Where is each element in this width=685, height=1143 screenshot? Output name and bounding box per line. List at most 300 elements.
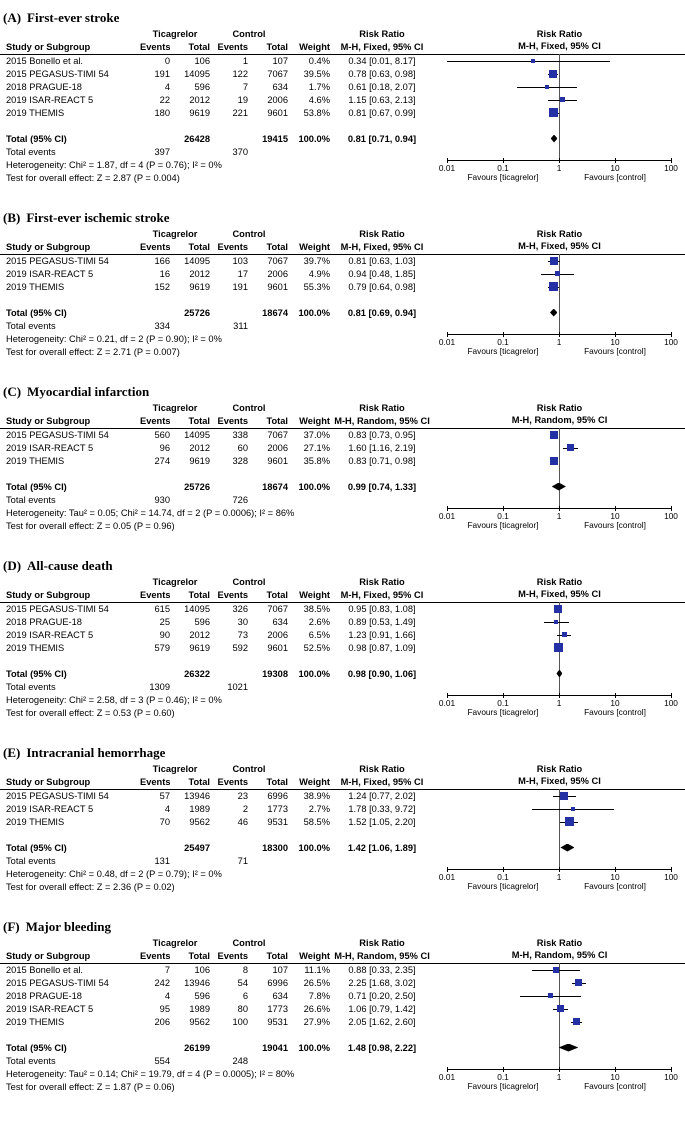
control-total: 6996 xyxy=(267,791,288,801)
plot-method-header: M-H, Random, 95% CI xyxy=(511,415,608,425)
control-events: 191 xyxy=(232,282,248,292)
col-events-header: Events xyxy=(140,242,170,252)
control-events: 1 xyxy=(242,56,248,66)
risk-ratio-ci: 0.83 [0.71, 0.98] xyxy=(348,456,416,466)
total-label: Total (95% CI) xyxy=(6,134,67,144)
plot-effect-header: Risk Ratio xyxy=(536,229,583,239)
favours-left-label: Favours [ticagrelor] xyxy=(467,172,539,182)
axis-tick-label: 100 xyxy=(664,511,678,521)
control-total: 634 xyxy=(272,617,288,627)
ticagrelor-events: 96 xyxy=(159,443,170,453)
weight-value: 26.6% xyxy=(303,1004,330,1014)
total-weight: 100.0% xyxy=(298,308,330,318)
effect-measure-header: Risk Ratio xyxy=(359,403,405,413)
control-events: 60 xyxy=(237,443,248,453)
total-events-ticagrelor: 930 xyxy=(154,495,170,505)
plot-effect-header: Risk Ratio xyxy=(536,938,583,948)
control-events: 7 xyxy=(242,82,248,92)
spacer-cell xyxy=(210,133,248,146)
col-total-header: Total xyxy=(266,42,288,52)
spacer-cell xyxy=(210,481,248,494)
effect-measure-header: Risk Ratio xyxy=(359,229,405,239)
effect-square xyxy=(560,97,565,102)
overall-effect-text: Test for overall effect: Z = 2.71 (P = 0.007) xyxy=(6,347,180,357)
ci-line xyxy=(447,61,610,62)
spacer-cell xyxy=(0,763,140,776)
risk-ratio-ci: 2.25 [1.68, 3.02] xyxy=(348,978,416,988)
null-effect-line xyxy=(559,428,560,508)
axis-tick-label: 1 xyxy=(556,511,562,521)
total-control-n: 18674 xyxy=(262,308,288,318)
total-events-control: 71 xyxy=(237,856,248,866)
spacer-cell xyxy=(210,842,248,855)
weight-value: 27.9% xyxy=(303,1017,330,1027)
study-name: 2015 PEGASUS-TIMI 54 xyxy=(6,430,109,440)
control-events: 54 xyxy=(237,978,248,988)
study-name: 2019 THEMIS xyxy=(6,282,65,292)
effect-square xyxy=(549,108,558,117)
col-study-header: Study or Subgroup xyxy=(6,951,91,961)
study-name: 2015 PEGASUS-TIMI 54 xyxy=(6,791,109,801)
heterogeneity-text: Heterogeneity: Chi² = 1.87, df = 4 (P = 0.76); I² = 0% xyxy=(6,160,222,170)
pooled-diamond xyxy=(556,670,562,678)
control-events: 592 xyxy=(232,643,248,653)
weight-value: 27.1% xyxy=(303,443,330,453)
spacer-cell xyxy=(288,228,330,241)
col-total-header: Total xyxy=(188,951,210,961)
axis-tick-label: 0.1 xyxy=(497,698,509,708)
ticagrelor-events: 0 xyxy=(164,56,170,66)
risk-ratio-ci: 1.06 [0.79, 1.42] xyxy=(348,1004,416,1014)
col-events-header: Events xyxy=(140,777,170,787)
col-total-header: Total xyxy=(266,590,288,600)
total-label: Total (95% CI) xyxy=(6,482,67,492)
plot-method-header: M-H, Fixed, 95% CI xyxy=(518,41,601,51)
control-events: 326 xyxy=(232,604,248,614)
forest-panel-e xyxy=(0,743,685,899)
control-total: 2006 xyxy=(267,95,288,105)
total-risk-ratio-ci: 0.81 [0.71, 0.94] xyxy=(347,134,417,144)
axis-tick-label: 100 xyxy=(664,698,678,708)
effect-square xyxy=(562,632,567,637)
ticagrelor-events: 90 xyxy=(159,630,170,640)
effect-square xyxy=(565,817,574,826)
ticagrelor-total: 14095 xyxy=(184,604,210,614)
forest-panel-b xyxy=(0,208,685,364)
spacer-cell xyxy=(140,1042,170,1055)
plot-effect-header: Risk Ratio xyxy=(536,29,583,39)
total-events-label: Total events xyxy=(6,321,56,331)
col-study-header: Study or Subgroup xyxy=(6,242,91,252)
effect-square xyxy=(567,444,574,451)
spacer-cell xyxy=(288,28,330,41)
plot-method-header: M-H, Fixed, 95% CI xyxy=(518,776,601,786)
risk-ratio-ci: 0.81 [0.67, 0.99] xyxy=(348,108,416,118)
total-label: Total (95% CI) xyxy=(6,1043,67,1053)
control-events: 30 xyxy=(237,617,248,627)
panel-label: (B) xyxy=(3,210,21,225)
control-total: 1773 xyxy=(267,1004,288,1014)
panel-label: (E) xyxy=(3,745,21,760)
heterogeneity-text: Heterogeneity: Chi² = 2.58, df = 3 (P = 0.46); I² = 0% xyxy=(6,695,222,705)
ticagrelor-total: 9562 xyxy=(189,1017,210,1027)
axis-tick-label: 1 xyxy=(556,872,562,882)
control-total: 1773 xyxy=(267,804,288,814)
col-study-header: Study or Subgroup xyxy=(6,590,91,600)
risk-ratio-ci: 0.95 [0.83, 1.08] xyxy=(348,604,416,614)
spacer-cell xyxy=(170,1055,210,1068)
col-total-header: Total xyxy=(266,951,288,961)
weight-value: 37.0% xyxy=(303,430,330,440)
col-total-header: Total xyxy=(188,416,210,426)
study-name: 2019 ISAR-REACT 5 xyxy=(6,1004,94,1014)
ticagrelor-total: 1989 xyxy=(189,804,210,814)
study-name: 2019 ISAR-REACT 5 xyxy=(6,630,94,640)
spacer-cell xyxy=(140,481,170,494)
col-total-header: Total xyxy=(188,590,210,600)
effect-square xyxy=(555,271,560,276)
control-total: 634 xyxy=(272,991,288,1001)
forest-panel-c xyxy=(0,382,685,538)
ticagrelor-events: 206 xyxy=(154,1017,170,1027)
ticagrelor-total: 9562 xyxy=(189,817,210,827)
ticagrelor-total: 14095 xyxy=(184,69,210,79)
panel-label: (A) xyxy=(3,10,22,25)
control-events: 19 xyxy=(237,95,248,105)
spacer-cell xyxy=(170,320,210,333)
spacer-cell xyxy=(140,133,170,146)
forest-panel-d xyxy=(0,556,685,725)
favours-left-label: Favours [ticagrelor] xyxy=(467,520,539,530)
weight-value: 11.1% xyxy=(304,965,330,975)
ticagrelor-events: 22 xyxy=(159,95,170,105)
control-events: 2 xyxy=(242,804,248,814)
spacer-cell xyxy=(0,228,140,241)
plot-method-header: M-H, Random, 95% CI xyxy=(511,950,608,960)
risk-ratio-ci: 0.61 [0.18, 2.07] xyxy=(348,82,416,92)
col-events-header: Events xyxy=(140,951,170,961)
axis-tick-label: 10 xyxy=(610,511,620,521)
ticagrelor-total: 2012 xyxy=(189,443,210,453)
axis-tick-label: 1 xyxy=(556,698,562,708)
ticagrelor-events: 25 xyxy=(159,617,170,627)
ticagrelor-total: 596 xyxy=(194,82,210,92)
favours-right-label: Favours [control] xyxy=(584,346,646,356)
favours-right-label: Favours [control] xyxy=(584,881,646,891)
total-events-label: Total events xyxy=(6,1056,56,1066)
col-total-header: Total xyxy=(188,42,210,52)
group1-header: Ticagrelor xyxy=(152,577,198,587)
axis-tick-label: 0.01 xyxy=(438,511,456,521)
total-weight: 100.0% xyxy=(298,482,330,492)
risk-ratio-ci: 0.88 [0.33, 2.35] xyxy=(348,965,416,975)
panel-title-text: Myocardial infarction xyxy=(27,384,150,399)
total-risk-ratio-ci: 0.99 [0.74, 1.33] xyxy=(347,482,417,492)
col-events-header: Events xyxy=(217,951,248,961)
control-events: 80 xyxy=(237,1004,248,1014)
ticagrelor-total: 14095 xyxy=(184,256,210,266)
panel-title-text: First-ever stroke xyxy=(27,10,120,25)
axis-tick-label: 100 xyxy=(664,1072,678,1082)
risk-ratio-ci: 1.24 [0.77, 2.02] xyxy=(348,791,416,801)
ticagrelor-events: 57 xyxy=(159,791,170,801)
ticagrelor-events: 4 xyxy=(164,82,170,92)
axis-tick-label: 1 xyxy=(556,1072,562,1082)
spacer-cell xyxy=(140,668,170,681)
forest-plot xyxy=(434,556,685,725)
plot-effect-header: Risk Ratio xyxy=(536,577,583,587)
spacer-cell xyxy=(170,494,210,507)
risk-ratio-ci: 0.79 [0.64, 0.98] xyxy=(348,282,416,292)
ticagrelor-total: 2012 xyxy=(189,269,210,279)
spacer-cell xyxy=(170,681,210,694)
weight-value: 38.9% xyxy=(303,791,330,801)
group2-header: Control xyxy=(232,577,266,587)
axis-tick-label: 10 xyxy=(610,698,620,708)
axis-tick-label: 0.01 xyxy=(438,1072,456,1082)
favours-right-label: Favours [control] xyxy=(584,707,646,717)
control-total: 2006 xyxy=(267,630,288,640)
spacer-cell xyxy=(140,842,170,855)
ticagrelor-total: 9619 xyxy=(189,456,210,466)
col-total-header: Total xyxy=(266,242,288,252)
ticagrelor-events: 579 xyxy=(154,643,170,653)
total-events-control: 1021 xyxy=(227,682,248,692)
risk-ratio-ci: 0.34 [0.01, 8.17] xyxy=(348,56,416,66)
study-name: 2019 THEMIS xyxy=(6,643,65,653)
axis-tick-label: 100 xyxy=(664,163,678,173)
total-weight: 100.0% xyxy=(298,843,330,853)
total-events-ticagrelor: 131 xyxy=(154,856,170,866)
total-events-control: 370 xyxy=(232,147,248,157)
control-events: 17 xyxy=(237,269,248,279)
group2-header: Control xyxy=(232,403,266,413)
axis-tick-label: 100 xyxy=(664,872,678,882)
axis-tick-label: 0.1 xyxy=(497,872,509,882)
effect-square xyxy=(557,1005,564,1012)
favours-left-label: Favours [ticagrelor] xyxy=(467,1081,539,1091)
total-control-n: 18300 xyxy=(262,843,288,853)
risk-ratio-ci: 1.15 [0.63, 2.13] xyxy=(348,95,416,105)
heterogeneity-text: Heterogeneity: Chi² = 0.48, df = 2 (P = 0.79); I² = 0% xyxy=(6,869,222,879)
overall-effect-text: Test for overall effect: Z = 1.87 (P = 0.06) xyxy=(6,1082,175,1092)
spacer-cell xyxy=(288,402,330,415)
axis-tick-label: 0.1 xyxy=(497,163,509,173)
col-weight-header: Weight xyxy=(299,416,330,426)
ticagrelor-total: 2012 xyxy=(189,95,210,105)
control-events: 23 xyxy=(237,791,248,801)
ticagrelor-total: 13946 xyxy=(184,978,210,988)
col-weight-header: Weight xyxy=(299,42,330,52)
col-events-header: Events xyxy=(217,777,248,787)
control-events: 73 xyxy=(237,630,248,640)
null-effect-line xyxy=(559,963,560,1069)
control-total: 7067 xyxy=(267,430,288,440)
weight-value: 55.3% xyxy=(303,282,330,292)
col-method-header: M-H, Fixed, 95% CI xyxy=(340,777,424,787)
group1-header: Ticagrelor xyxy=(152,229,198,239)
spacer-cell xyxy=(170,146,210,159)
study-name: 2015 PEGASUS-TIMI 54 xyxy=(6,978,109,988)
ticagrelor-events: 16 xyxy=(159,269,170,279)
null-effect-line xyxy=(559,254,560,334)
ticagrelor-events: 560 xyxy=(154,430,170,440)
col-method-header: M-H, Random, 95% CI xyxy=(334,951,430,961)
total-control-n: 19415 xyxy=(262,134,288,144)
effect-measure-header: Risk Ratio xyxy=(359,938,405,948)
total-weight: 100.0% xyxy=(298,669,330,679)
ticagrelor-events: 4 xyxy=(164,991,170,1001)
col-events-header: Events xyxy=(140,416,170,426)
axis-tick-label: 0.01 xyxy=(438,872,456,882)
weight-value: 2.6% xyxy=(308,617,330,627)
favours-left-label: Favours [ticagrelor] xyxy=(467,707,539,717)
col-events-header: Events xyxy=(140,590,170,600)
control-events: 46 xyxy=(237,817,248,827)
group2-header: Control xyxy=(232,29,266,39)
favours-right-label: Favours [control] xyxy=(584,1081,646,1091)
heterogeneity-text: Heterogeneity: Tau² = 0.14; Chi² = 19.79, df = 4 (P = 0.0005); I² = 80% xyxy=(6,1069,295,1079)
control-events: 328 xyxy=(232,456,248,466)
effect-square xyxy=(553,967,559,973)
effect-measure-header: Risk Ratio xyxy=(359,577,405,587)
panel-title-text: All-cause death xyxy=(27,558,113,573)
forest-plot xyxy=(434,8,685,190)
group1-header: Ticagrelor xyxy=(152,29,198,39)
ticagrelor-total: 9619 xyxy=(189,643,210,653)
panel-title-text: First-ever ischemic stroke xyxy=(26,210,170,225)
axis-tick-label: 0.01 xyxy=(438,163,456,173)
control-total: 7067 xyxy=(267,604,288,614)
col-method-header: M-H, Random, 95% CI xyxy=(334,416,430,426)
total-events-ticagrelor: 554 xyxy=(154,1056,170,1066)
total-ticagrelor-n: 25497 xyxy=(184,843,210,853)
col-weight-header: Weight xyxy=(299,590,330,600)
ticagrelor-events: 274 xyxy=(154,456,170,466)
total-events-control: 726 xyxy=(232,495,248,505)
weight-value: 26.5% xyxy=(303,978,330,988)
control-total: 2006 xyxy=(267,269,288,279)
plot-method-header: M-H, Fixed, 95% CI xyxy=(518,589,601,599)
risk-ratio-ci: 1.23 [0.91, 1.66] xyxy=(348,630,416,640)
study-name: 2015 PEGASUS-TIMI 54 xyxy=(6,256,109,266)
col-method-header: M-H, Fixed, 95% CI xyxy=(340,590,424,600)
panel-label: (C) xyxy=(3,384,22,399)
total-ticagrelor-n: 25726 xyxy=(184,482,210,492)
favours-right-label: Favours [control] xyxy=(584,520,646,530)
panel-title-text: Major bleeding xyxy=(25,919,111,934)
total-control-n: 19041 xyxy=(262,1043,288,1053)
overall-effect-text: Test for overall effect: Z = 2.87 (P = 0.004) xyxy=(6,173,180,183)
control-total: 9601 xyxy=(267,643,288,653)
total-events-ticagrelor: 397 xyxy=(154,147,170,157)
spacer-cell xyxy=(210,307,248,320)
total-events-label: Total events xyxy=(6,856,56,866)
risk-ratio-ci: 0.94 [0.48, 1.85] xyxy=(348,269,416,279)
total-weight: 100.0% xyxy=(298,1043,330,1053)
col-events-header: Events xyxy=(140,42,170,52)
total-ticagrelor-n: 26428 xyxy=(184,134,210,144)
risk-ratio-ci: 2.05 [1.62, 2.60] xyxy=(348,1017,416,1027)
total-risk-ratio-ci: 0.81 [0.69, 0.94] xyxy=(347,308,417,318)
col-total-header: Total xyxy=(266,777,288,787)
effect-square xyxy=(554,620,558,624)
pooled-diamond xyxy=(552,483,566,491)
pooled-diamond xyxy=(551,135,558,143)
total-ticagrelor-n: 26199 xyxy=(184,1043,210,1053)
ticagrelor-total: 9619 xyxy=(189,282,210,292)
axis-tick-label: 0.1 xyxy=(497,337,509,347)
group2-header: Control xyxy=(232,764,266,774)
plot-effect-header: Risk Ratio xyxy=(536,403,583,413)
total-control-n: 19308 xyxy=(262,669,288,679)
forest-plot xyxy=(434,917,685,1099)
ticagrelor-total: 13946 xyxy=(184,791,210,801)
panel-label: (D) xyxy=(3,558,22,573)
favours-right-label: Favours [control] xyxy=(584,172,646,182)
total-label: Total (95% CI) xyxy=(6,843,67,853)
col-total-header: Total xyxy=(266,416,288,426)
ticagrelor-total: 9619 xyxy=(189,108,210,118)
forest-figure xyxy=(0,8,685,1099)
effect-square xyxy=(545,85,549,89)
study-name: 2019 ISAR-REACT 5 xyxy=(6,443,94,453)
spacer-cell xyxy=(0,937,140,950)
spacer-cell xyxy=(288,937,330,950)
forest-panel-a xyxy=(0,8,685,190)
col-method-header: M-H, Fixed, 95% CI xyxy=(340,42,424,52)
weight-value: 53.8% xyxy=(303,108,330,118)
effect-square xyxy=(560,792,568,800)
axis-tick-label: 10 xyxy=(610,163,620,173)
study-name: 2015 PEGASUS-TIMI 54 xyxy=(6,604,109,614)
weight-value: 35.8% xyxy=(303,456,330,466)
ticagrelor-total: 2012 xyxy=(189,630,210,640)
col-events-header: Events xyxy=(217,416,248,426)
col-events-header: Events xyxy=(217,42,248,52)
study-name: 2019 THEMIS xyxy=(6,817,65,827)
control-total: 2006 xyxy=(267,443,288,453)
effect-measure-header: Risk Ratio xyxy=(359,29,405,39)
control-total: 7067 xyxy=(267,256,288,266)
study-name: 2015 Bonello et al. xyxy=(6,56,84,66)
ticagrelor-events: 70 xyxy=(159,817,170,827)
favours-left-label: Favours [ticagrelor] xyxy=(467,881,539,891)
effect-square xyxy=(573,1018,580,1025)
study-name: 2015 PEGASUS-TIMI 54 xyxy=(6,69,109,79)
ticagrelor-events: 615 xyxy=(154,604,170,614)
control-total: 6996 xyxy=(267,978,288,988)
spacer-cell xyxy=(210,668,248,681)
control-total: 634 xyxy=(272,82,288,92)
effect-square xyxy=(548,993,553,998)
spacer-cell xyxy=(0,28,140,41)
weight-value: 4.9% xyxy=(308,269,330,279)
col-total-header: Total xyxy=(188,242,210,252)
study-name: 2018 PRAGUE-18 xyxy=(6,991,82,1001)
spacer-cell xyxy=(170,855,210,868)
study-name: 2018 PRAGUE-18 xyxy=(6,82,82,92)
total-label: Total (95% CI) xyxy=(6,669,67,679)
group1-header: Ticagrelor xyxy=(152,938,198,948)
risk-ratio-ci: 1.78 [0.33, 9.72] xyxy=(348,804,416,814)
pooled-diamond xyxy=(559,1044,579,1052)
risk-ratio-ci: 0.81 [0.63, 1.03] xyxy=(348,256,416,266)
weight-value: 2.7% xyxy=(308,804,330,814)
col-study-header: Study or Subgroup xyxy=(6,416,91,426)
ticagrelor-total: 106 xyxy=(194,965,210,975)
col-method-header: M-H, Fixed, 95% CI xyxy=(340,242,424,252)
